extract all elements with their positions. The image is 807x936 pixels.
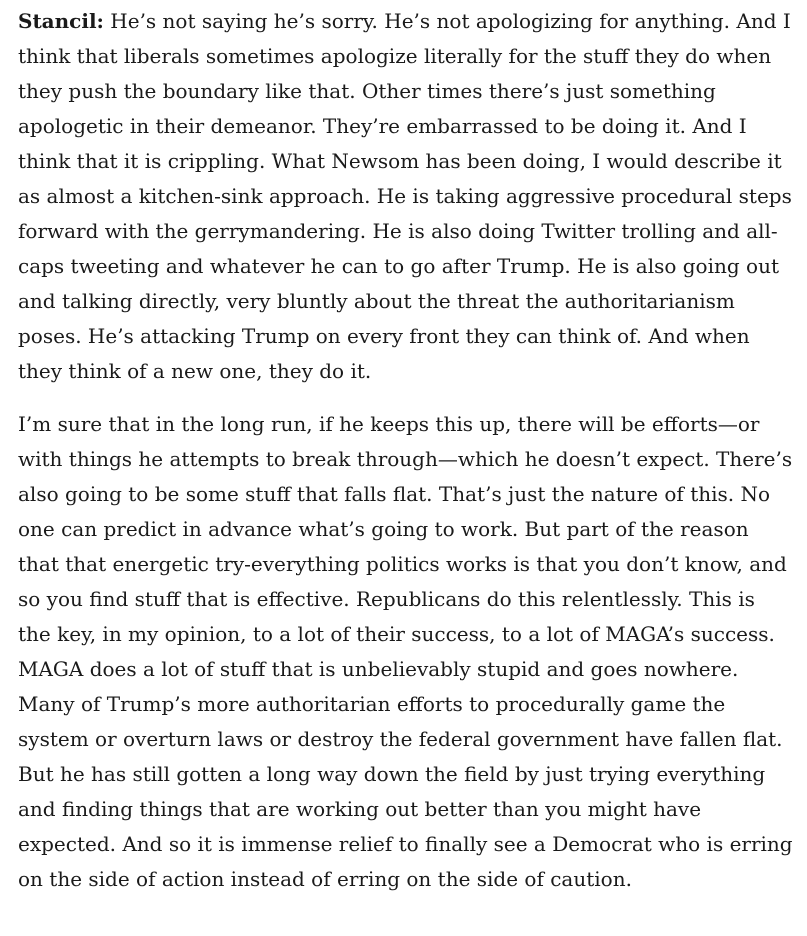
- paragraph-1-text: He’s not saying he’s sorry. He’s not apologizing for anything. And I think that liberals sometimes apologize literally for the stuff they do when they push the boundary like that. Other times there’s just something apologetic in their demeanor. They’re embarrassed to be doing it. And I think that it is crippling. What Newsom has been doing, I would describe it as almost a kitchen-sink approach. He is taking aggressive procedural steps forward with the gerrymandering. He is also doing Twitter trolling and all-caps tweeting and whatever he can to go after Trump. He is also going out and talking directly, very bluntly about the threat the authoritarianism poses. He’s attacking Trump on every front they can think of. And when they think of a new one, they do it.: [18, 9, 792, 383]
- speaker-label: Stancil:: [18, 9, 104, 33]
- paragraph-2: [18, 407, 793, 897]
- paragraph-1: [18, 4, 793, 389]
- paragraph-2-text: I’m sure that in the long run, if he keeps this up, there will be efforts—or with things he attempts to break through—which he doesn’t expect. There’s also going to be some stuff that falls flat. That’s just the nature of this. No one can predict in advance what’s going to work. But part of the reason that that energetic try-everything politics works is that you don’t know, and so you find stuff that is effective. Republicans do this relentlessly. This is the key, in my opinion, to a lot of their success, to a lot of MAGA’s success. MAGA does a lot of stuff that is unbelievably stupid and goes nowhere. Many of Trump’s more authoritarian efforts to procedurally game the system or overturn laws or destroy the federal government have fallen flat. But he has still gotten a long way down the field by just trying everything and finding things that are working out better than you might have expected. And so it is immense relief to finally see a Democrat who is erring on the side of action instead of erring on the side of caution.: [18, 412, 793, 891]
